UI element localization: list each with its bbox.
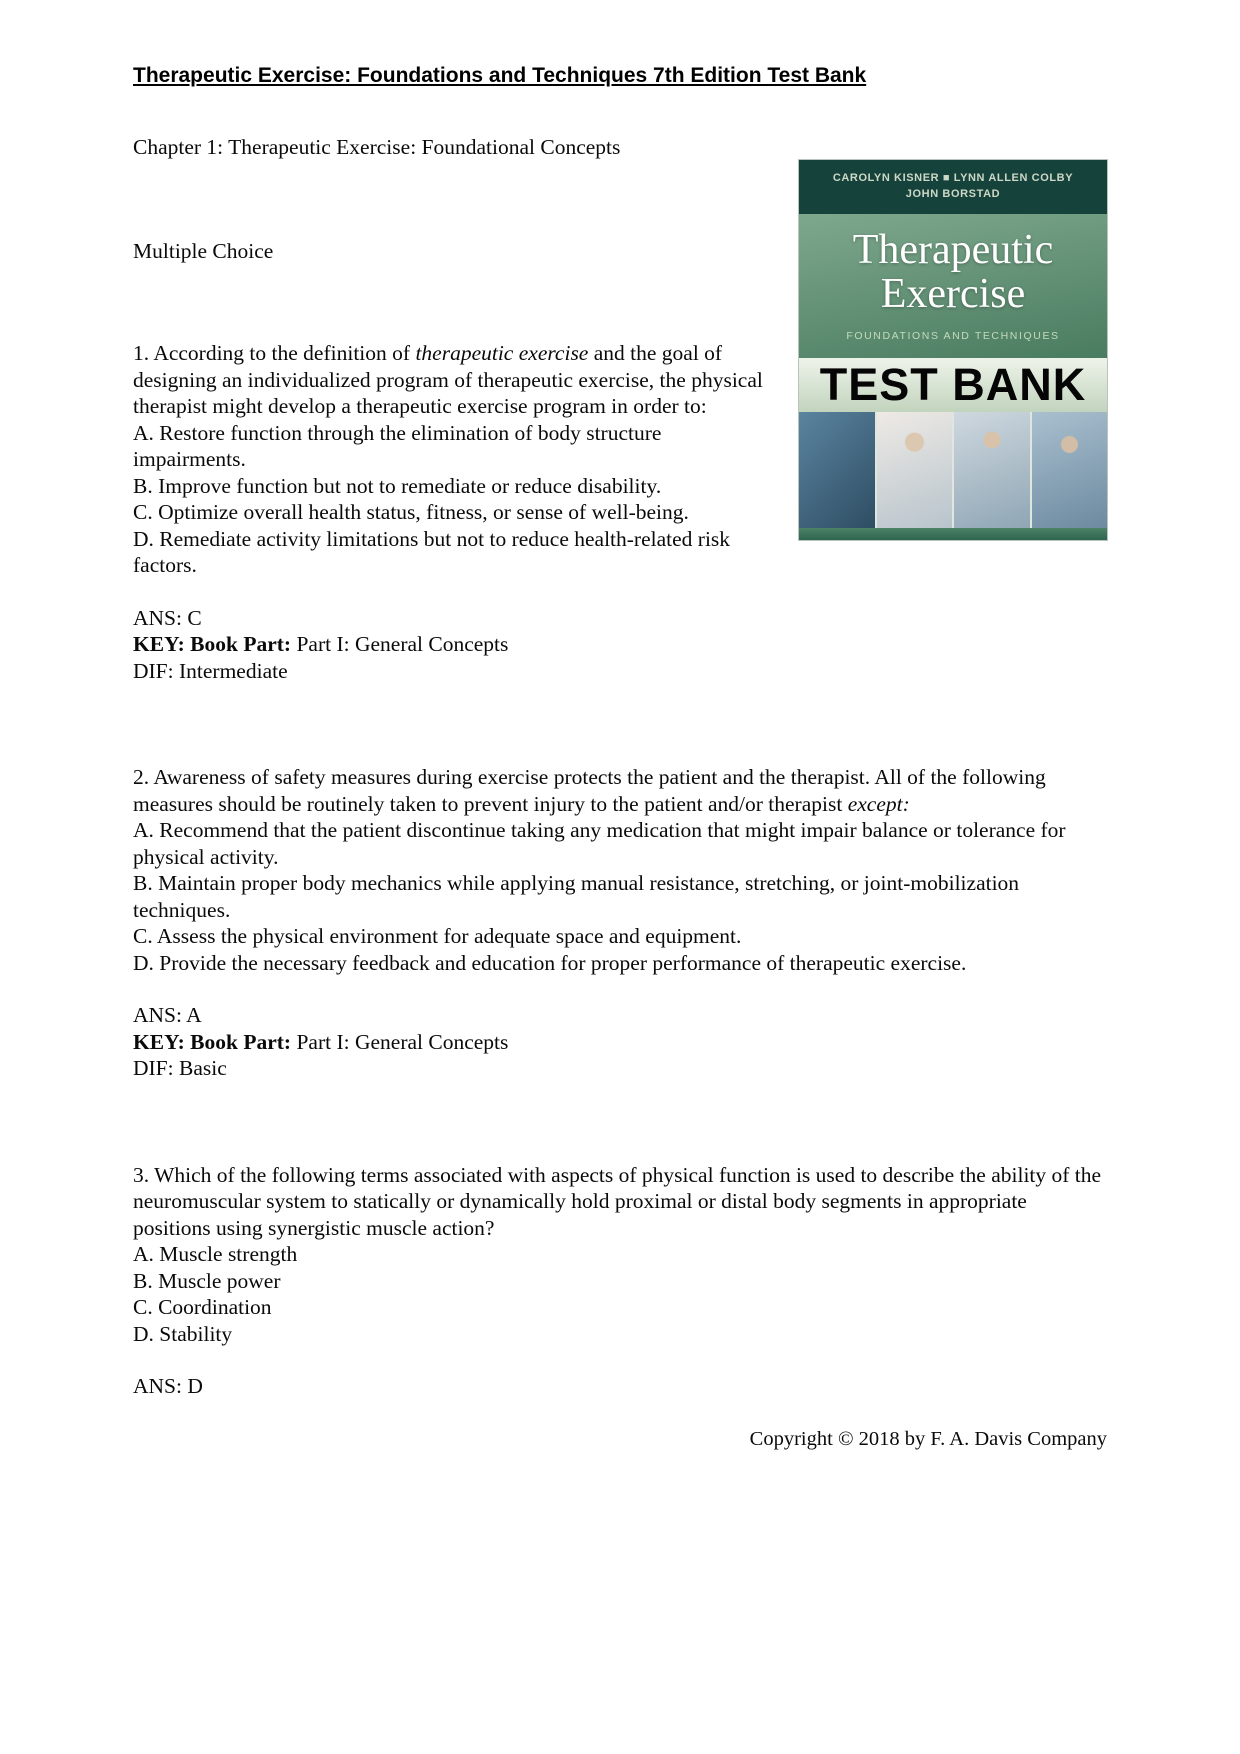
question-1-key-value: Part I: General Concepts — [291, 632, 509, 656]
question-1-option-c: C. Optimize overall health status, fitness, or sense of well-being. — [133, 500, 689, 524]
question-2-key-value: Part I: General Concepts — [291, 1029, 509, 1054]
cover-authors-line1: CAROLYN KISNER ■ LYNN ALLEN COLBY — [832, 172, 1074, 184]
cover-banner: TEST BANK — [799, 358, 1107, 412]
question-1-key-label: KEY: Book Part: — [133, 632, 292, 656]
cover-photo-3 — [954, 412, 1030, 528]
cover-authors-line2: JOHN BORSTAD — [905, 188, 1001, 200]
question-2-option-d: D. Provide the necessary feedback and education for proper performance of therapeutic exercise. — [133, 950, 967, 975]
question-1-option-a: A. Restore function through the elimination of body structure impairments. — [133, 420, 662, 471]
question-1-key-line — [133, 631, 1107, 658]
question-2-key-label: KEY: Book Part: — [133, 1029, 292, 1054]
cover-photo-4 — [1032, 412, 1108, 528]
cover-subtitle: FOUNDATIONS AND TECHNIQUES — [846, 330, 1060, 342]
question-1-stem-italic: therapeutic exercise — [415, 341, 589, 365]
question-2-dif-line: DIF: Basic — [133, 1056, 227, 1080]
question-2-stem-italic: except: — [847, 791, 910, 816]
question-1-answers — [133, 605, 1107, 685]
question-2 — [133, 764, 1107, 976]
question-3-stem-text: 3. Which of the following terms associated with aspects of physical function is used to describe the ability of the neuromuscular system to statically or dynamically hold proximal or distal body segments in appropriate positions using synergistic muscle action? — [133, 1162, 1102, 1240]
question-1-answer-line: ANS: C — [133, 605, 202, 630]
question-1-option-d: D. Remediate activity limitations but not to reduce health-related risk factors. — [133, 526, 731, 577]
question-3-answer-line: ANS: D — [133, 1374, 203, 1398]
question-1-option-b: B. Improve function but not to remediate or reduce disability. — [133, 473, 662, 498]
question-3 — [133, 1162, 1107, 1348]
question-2-option-b: B. Maintain proper body mechanics while applying manual resistance, stretching, or joint-mobilization techniques. — [133, 871, 1020, 922]
cover-photo-2 — [877, 412, 953, 528]
question-2-key-line — [133, 1029, 1107, 1056]
question-3-option-c: C. Coordination — [133, 1295, 272, 1319]
question-2-stem — [133, 764, 1107, 817]
header-title: Therapeutic Exercise: Foundations and Techniques 7th Edition Test Bank — [133, 64, 867, 87]
cover-photo-1 — [799, 412, 875, 528]
question-1-stem-text: 1. According to the definition of — [133, 341, 416, 365]
chapter-title: Chapter 1: Therapeutic Exercise: Foundational Concepts — [133, 135, 621, 159]
question-3-option-b: B. Muscle power — [133, 1268, 281, 1293]
cover-title-line1: Therapeutic — [852, 227, 1054, 273]
question-2-answers — [133, 1002, 1107, 1082]
cover-bottom-strip — [799, 528, 1107, 541]
question-3-stem — [133, 1162, 1107, 1242]
question-2-answer-line: ANS: A — [133, 1003, 202, 1027]
question-3-option-a: A. Muscle strength — [133, 1242, 298, 1266]
cover-title-line2: Exercise — [880, 271, 1026, 317]
question-1-dif-line: DIF: Intermediate — [133, 658, 288, 683]
section-label: Multiple Choice — [133, 238, 274, 263]
question-3-answers — [133, 1373, 1107, 1400]
question-2-option-a: A. Recommend that the patient discontinue taking any medication that might impair balance or tolerance for physical activity. — [133, 818, 1066, 869]
question-1-stem-text-cont: and the goal of designing an individualized program of therapeutic exercise, the physical therapist might develop a therapeutic exercise program in order to: — [133, 341, 763, 418]
question-2-option-c: C. Assess the physical environment for adequate space and equipment. — [133, 924, 742, 948]
cover-photo-strip — [799, 412, 1107, 528]
cover-authors — [799, 160, 1107, 214]
footer-copyright: Copyright © 2018 by F. A. Davis Company — [749, 1427, 1107, 1450]
question-2-stem-text: 2. Awareness of safety measures during exercise protects the patient and the therapist. All of the following measures should be routinely taken to prevent injury to the patient and/or therapist — [133, 765, 1046, 816]
book-cover — [799, 160, 1107, 540]
question-3-option-d: D. Stability — [133, 1321, 233, 1346]
cover-title — [799, 228, 1107, 316]
